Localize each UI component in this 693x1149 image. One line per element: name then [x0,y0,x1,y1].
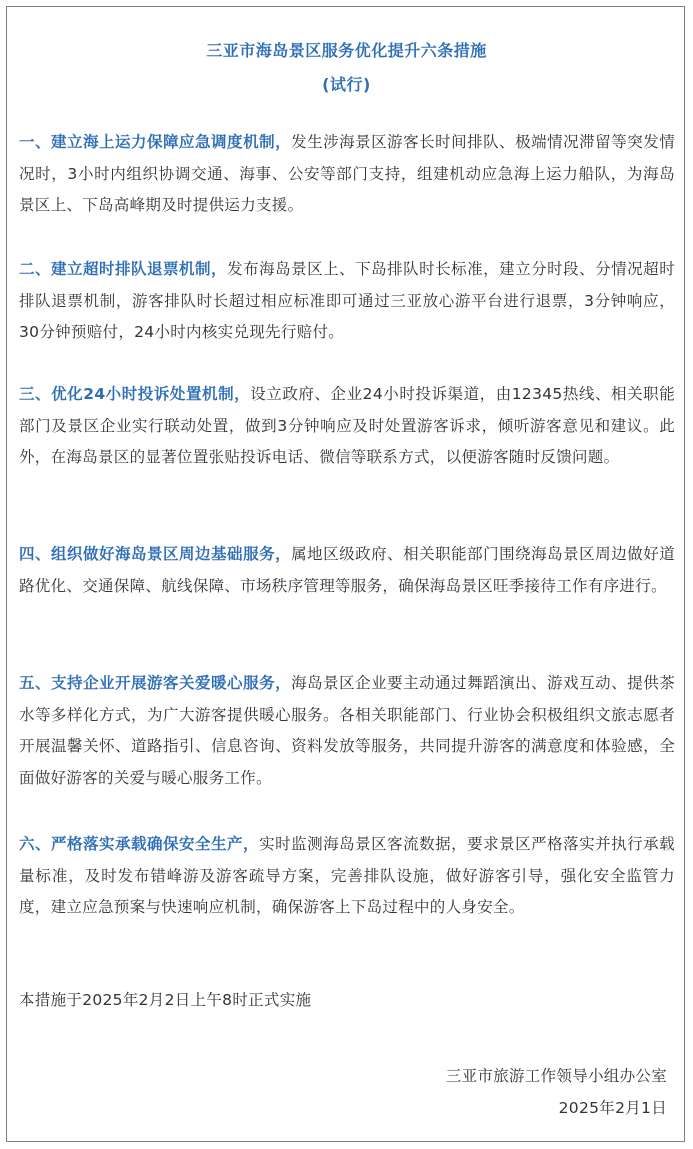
measure-heading-4: 四、组织做好海岛景区周边基础服务， [19,545,292,563]
measure-body-5: 海岛景区企业要主动通过舞蹈演出、游戏互动、提供茶水等多样化方式，为广大游客提供暖心服务。各相关职能部门、行业协会积极组织文旅志愿者开展温馨关怀、道路指引、信息咨询、资料发放等服务，共同提升游客的满意度和体验感，全面做好游客的关爱与暖心服务工作。 [19,674,676,787]
measure-body-4: 属地区级政府、相关职能部门围绕海岛景区周边做好道路优化、交通保障、航线保障、市场秩序管理等服务，确保海岛景区旺季接待工作有序进行。 [19,545,676,595]
measure-paragraph-1 [19,127,675,222]
measure-body-1: 发生涉海景区游客长时间排队、极端情况滞留等突发情况时，3小时内组织协调交通、海事、公安等部门支持，组建机动应急海上运力船队，为海岛景区上、下岛高峰期及时提供运力支援。 [19,133,676,214]
document-subtitle: (试行) [322,75,371,94]
measure-paragraph-6 [19,829,675,924]
measure-body-3: 设立政府、企业24小时投诉渠道，由12345热线、相关职能部门及景区企业实行联动处置，做到3分钟响应及时处置游客诉求，倾听游客意见和建议。此外，在海岛景区的显著位置张贴投诉电话、微信等联系方式，以便游客随时反馈问题。 [19,385,676,466]
effective-note: 本措施于2025年2月2日上午8时正式实施 [19,991,312,1009]
measure-heading-2: 二、建立超时排队退票机制， [19,260,228,278]
issue-date: 2025年2月1日 [558,1099,667,1117]
measure-heading-5: 五、支持企业开展游客关爱暖心服务， [19,674,292,692]
measure-paragraph-3 [19,379,675,474]
measure-body-2: 发布海岛景区上、下岛排队时长标准，建立分时段、分情况超时排队退票机制，游客排队时长超过相应标准即可通过三亚放心游平台进行退票，3分钟响应，30分钟预赔付，24小时内核实兑现先行赔付。 [19,260,675,341]
measure-paragraph-4 [19,539,675,602]
measure-heading-6: 六、严格落实承载确保安全生产， [19,835,260,853]
measure-heading-1: 一、建立海上运力保障应急调度机制， [19,133,292,151]
measure-paragraph-2 [19,254,675,349]
measure-body-6: 实时监测海岛景区客流数据，要求景区严格落实并执行承载量标准，及时发布错峰游及游客疏导方案，完善排队设施，做好游客引导，强化安全监管力度，建立应急预案与快速响应机制，确保游客上下岛过程中的人身安全。 [19,835,675,916]
issuer-signature: 三亚市旅游工作领导小组办公室 [445,1067,667,1085]
document-title: 三亚市海岛景区服务优化提升六条措施 [206,41,487,60]
measure-paragraph-5 [19,668,675,794]
measure-heading-3: 三、优化24小时投诉处置机制， [19,385,251,403]
